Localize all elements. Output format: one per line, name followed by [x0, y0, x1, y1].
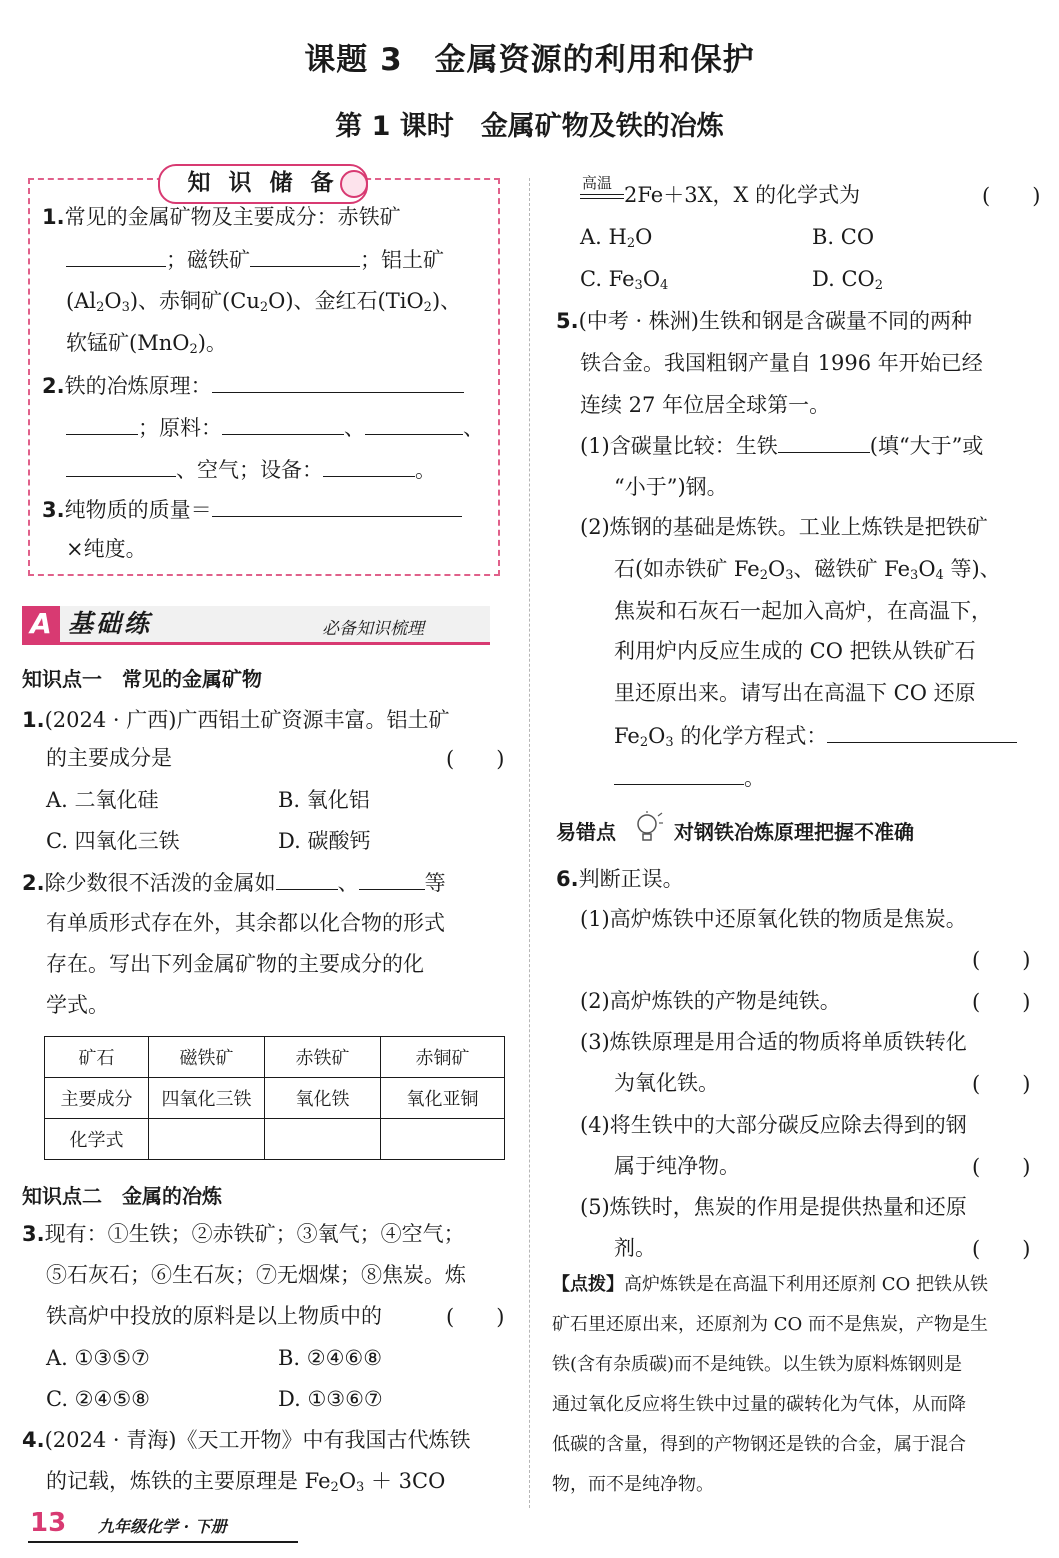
question-1-line2: 的主要成分是: [46, 746, 172, 770]
question-5-part2-line7: 。: [614, 762, 765, 793]
answer-blank[interactable]: [66, 244, 166, 267]
question-3-line3: 铁高炉中投放的原料是以上物质中的: [46, 1304, 382, 1328]
option-d: D. ①③⑥⑦: [278, 1387, 383, 1411]
error-prone-label: 易错点: [556, 820, 616, 844]
question-1: 1.(2024 · 广西)广西铝土矿资源丰富。铝土矿: [22, 708, 450, 732]
table-row: [45, 1119, 505, 1160]
lesson-title: 课题 3 金属资源的利用和保护: [304, 42, 755, 78]
knowledge-point-2: 知识点二 金属的冶炼: [22, 1184, 222, 1208]
answer-cell[interactable]: [265, 1119, 381, 1160]
question-5-part2-line2: 石(如赤铁矿 $Fe_2O_3$、磁铁矿 $Fe_3O_4$ 等)、: [614, 557, 1001, 583]
option-a: A. ①③⑤⑦: [46, 1346, 150, 1370]
question-5-line2: 铁合金。我国粗钢产量自 1996 年开始已经: [580, 351, 983, 375]
ore-table: [44, 1036, 505, 1160]
option-a: A. $H_2O$: [580, 225, 653, 251]
reaction-condition: 高温: [582, 174, 613, 192]
knowledge-item-2-line2: ；原料： 、 、: [66, 412, 484, 443]
hint-line-2: 矿石里还原出来，还原剂为 CO 而不是焦炭，产物是生: [552, 1314, 988, 1335]
question-5-line3: 连续 27 年位居全球第一。: [580, 393, 831, 417]
column-divider: [529, 178, 530, 1508]
equals-sign: [580, 194, 624, 195]
answer-blank[interactable]: [778, 430, 870, 453]
table-cell: 磁铁矿: [149, 1037, 265, 1078]
answer-cell[interactable]: [149, 1119, 265, 1160]
answer-blank[interactable]: [212, 370, 464, 393]
footer-rule: [28, 1541, 298, 1543]
option-d: D. $CO_2$: [812, 267, 884, 293]
knowledge-item-1: 1.常见的金属矿物及主要成分：赤铁矿: [42, 205, 401, 229]
hint-line-4: 通过氧化反应将生铁中过量的碳转化为气体，从而降: [552, 1394, 966, 1415]
answer-blank[interactable]: [66, 454, 176, 477]
knowledge-item-1-line2: ；磁铁矿 ；铝土矿: [66, 244, 444, 275]
table-cell: 氧化铁: [265, 1078, 381, 1119]
option-b: B. ②④⑥⑧: [278, 1346, 383, 1370]
table-cell: 氧化亚铜: [381, 1078, 505, 1119]
answer-blank[interactable]: [276, 867, 338, 890]
table-cell: 赤铁矿: [265, 1037, 381, 1078]
question-5-part2-line5: 里还原出来。请写出在高温下 CO 还原: [614, 681, 976, 705]
answer-paren[interactable]: ( ): [982, 184, 1041, 208]
question-4-line2: 的记载，炼铁的主要原理是 $Fe_2O_3 + 3CO$: [46, 1469, 446, 1495]
answer-blank[interactable]: [359, 867, 425, 890]
equals-sign: [580, 198, 624, 199]
hint-label: 【点拨】: [552, 1274, 624, 1295]
answer-paren[interactable]: ( ): [446, 1305, 505, 1329]
question-4: 4.(2024 · 青海)《天工开物》中有我国古代炼铁: [22, 1428, 471, 1452]
table-cell: 主要成分: [45, 1078, 149, 1119]
table-cell: 矿石: [45, 1037, 149, 1078]
option-c: C. 四氧化三铁: [46, 829, 180, 853]
answer-paren[interactable]: ( ): [972, 948, 1031, 972]
answer-paren[interactable]: ( ): [972, 1072, 1031, 1096]
answer-blank[interactable]: [222, 412, 344, 435]
question-6-item-5: (5)炼铁时，焦炭的作用是提供热量和还原: [580, 1195, 967, 1219]
option-b: B. 氧化铝: [278, 788, 370, 812]
table-cell: 赤铜矿: [381, 1037, 505, 1078]
knowledge-point-1: 知识点一 常见的金属矿物: [22, 667, 262, 691]
option-c: C. ②④⑤⑧: [46, 1387, 150, 1411]
question-5-part2-line6: $Fe_2O_3$ 的化学方程式：: [614, 720, 1017, 758]
question-5: 5.(中考 · 株洲)生铁和钢是含碳量不同的两种: [556, 309, 973, 333]
question-3-line2: ⑤石灰石；⑥生石灰；⑦无烟煤；⑧焦炭。炼: [46, 1263, 466, 1287]
knowledge-item-2-line3: 、空气；设备： 。: [66, 454, 436, 485]
question-5-part1-line2: “小于”)钢。: [614, 475, 728, 499]
answer-blank[interactable]: [66, 412, 138, 435]
section-subtitle: 必备知识梳理: [322, 619, 424, 639]
answer-paren[interactable]: ( ): [972, 1237, 1031, 1261]
hint-note: 【点拨】高炉炼铁是在高温下利用还原剂 CO 把铁从铁: [552, 1274, 988, 1295]
lightbulb-icon: [634, 810, 664, 848]
question-6-item-3: (3)炼铁原理是用合适的物质将单质铁转化: [580, 1030, 967, 1054]
lesson-subtitle: 第 1 课时 金属矿物及铁的冶炼: [335, 111, 724, 142]
knowledge-item-3-line2: ×纯度。: [66, 537, 147, 561]
answer-blank[interactable]: [827, 720, 1017, 743]
answer-paren[interactable]: ( ): [972, 990, 1031, 1014]
question-6-item-3-line2: 为氧化铁。: [614, 1071, 719, 1095]
table-cell: 四氧化三铁: [149, 1078, 265, 1119]
answer-cell[interactable]: [381, 1119, 505, 1160]
answer-blank[interactable]: [614, 762, 744, 785]
question-6-item-2: (2)高炉炼铁的产物是纯铁。: [580, 989, 841, 1013]
knowledge-item-1-line4: 软锰矿(MnO$_2$)。: [66, 331, 227, 357]
question-4-equation: 2Fe＋3X，X 的化学式为: [624, 183, 861, 207]
hint-line-5: 低碳的含量，得到的产物钢还是铁的合金，属于混合: [552, 1434, 966, 1455]
table-row: [45, 1078, 505, 1119]
question-5-part2: (2)炼钢的基础是炼铁。工业上炼铁是把铁矿: [580, 515, 988, 539]
question-6-item-4-line2: 属于纯净物。: [614, 1154, 740, 1178]
knowledge-item-1-line3: $(Al_2O_3)$、赤铜矿$(Cu_2O)$、金红石(TiO$_2$)、: [66, 289, 462, 315]
question-5-part2-line4: 利用炉内反应生成的 CO 把铁从铁矿石: [614, 639, 976, 663]
question-6-item-4: (4)将生铁中的大部分碳反应除去得到的钢: [580, 1113, 967, 1137]
question-6-item-1: (1)高炉炼铁中还原氧化铁的物质是焦炭。: [580, 907, 967, 931]
section-letter: A: [22, 606, 60, 642]
question-6-item-5-line2: 剂。: [614, 1236, 656, 1260]
question-5-part1: (1)含碳量比较：生铁 (填“大于”或: [580, 430, 983, 461]
question-5-part2-line3: 焦炭和石灰石一起加入高炉，在高温下，: [614, 599, 992, 623]
option-d: D. 碳酸钙: [278, 829, 371, 853]
option-b: B. CO: [812, 225, 875, 249]
table-cell: 化学式: [45, 1119, 149, 1160]
section-banner: [22, 606, 490, 645]
answer-paren[interactable]: ( ): [446, 747, 505, 771]
answer-blank[interactable]: [250, 244, 360, 267]
option-a: A. 二氧化硅: [46, 788, 159, 812]
knowledge-item-2: 2.铁的冶炼原理：: [42, 370, 464, 401]
knowledge-item-3: 3.纯物质的质量＝: [42, 494, 462, 525]
book-title: 九年级化学 · 下册: [98, 1517, 227, 1536]
error-prone-title: 对钢铁冶炼原理把握不准确: [674, 820, 914, 844]
question-2-line3: 存在。写出下列金属矿物的主要成分的化: [46, 952, 424, 976]
question-2: 2.除少数很不活泼的金属如 、 等: [22, 867, 446, 898]
hint-line-3: 铁(含有杂质碳)而不是纯铁。以生铁为原料炼钢则是: [552, 1354, 963, 1375]
answer-blank[interactable]: [212, 494, 462, 517]
option-c: C. $Fe_3O_4$: [580, 267, 669, 293]
page-number: 13: [30, 1508, 67, 1538]
question-2-line4: 学式。: [46, 993, 109, 1017]
hint-line-6: 物，而不是纯净物。: [552, 1474, 714, 1495]
answer-paren[interactable]: ( ): [972, 1155, 1031, 1179]
question-6: 6.判断正误。: [556, 867, 684, 891]
answer-blank[interactable]: [365, 412, 463, 435]
section-title: 基础练: [68, 609, 153, 638]
question-2-line2: 有单质形式存在外，其余都以化合物的形式: [46, 911, 445, 935]
table-row: [45, 1037, 505, 1078]
question-3: 3.现有：①生铁；②赤铁矿；③氧气；④空气；: [22, 1222, 465, 1246]
basketball-icon: [340, 170, 368, 198]
answer-blank[interactable]: [323, 454, 415, 477]
knowledge-box-title: 知 识 储 备: [158, 164, 368, 204]
